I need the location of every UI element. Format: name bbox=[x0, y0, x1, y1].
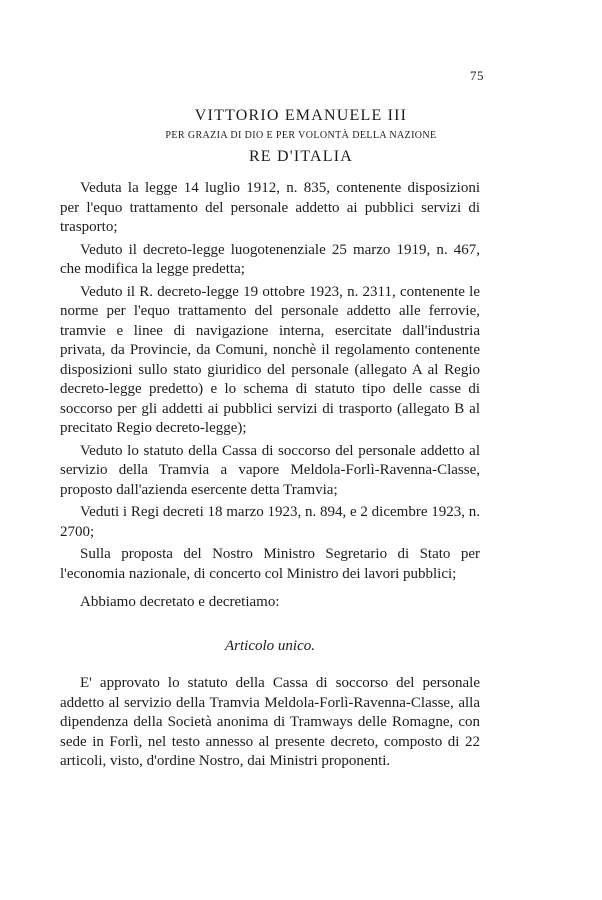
recital-paragraph: Veduto il decreto-legge luogotenenziale 25 marzo 1919, n. 467, che modifica la legge predetta; bbox=[60, 241, 480, 277]
king-realm: RE D'ITALIA bbox=[248, 148, 354, 165]
recital-paragraph: Veduto il R. decreto-legge 19 ottobre 1923, n. 2311, contenente le norme per l'equo trattamento del personale addetto alle ferrovie, tramvie e linee di navigazione interna, esercitate dall'industria privata, da Provincie, da Comuni, nonchè il regolamento contenente disposizioni sullo stato giuridico del personale (allegato A al Regio decreto-legge predetto) e lo schema di statuto tipo delle casse di soccorso per gli addetti ai pubblici servizi di trasporto (allegato B al precitato Regio decreto-legge); bbox=[60, 283, 480, 436]
recital-paragraph: Veduta la legge 14 luglio 1912, n. 835, contenente disposizioni per l'equo trattamento del personale addetto ai pubblici servizi di trasporto; bbox=[60, 180, 480, 235]
recital-paragraph: Veduto lo statuto della Cassa di soccorso del personale addetto al servizio della Tramvia a vapore Meldola-Forlì-Ravenna-Classe, proposto dall'azienda esercente detta Tramvia; bbox=[60, 442, 480, 498]
decree-body bbox=[60, 179, 480, 775]
king-name: VITTORIO EMANUELE III bbox=[194, 107, 408, 124]
article-text: E' approvato lo statuto della Cassa di soccorso del personale addetto al servizio della Tramvia Meldola-Forlì-Ravenna-Classe, alla dipendenza della Società anonima di Tramways delle Romagne, con sede in Forlì, nel testo annesso al presente decreto, composto di 22 articoli, visto, d'ordine Nostro, dai Ministri proponenti. bbox=[60, 675, 480, 769]
page-number: 75 bbox=[470, 68, 484, 83]
recital-paragraph: Sulla proposta del Nostro Ministro Segretario di Stato per l'economia nazionale, di concerto col Ministro dei lavori pubblici; bbox=[60, 546, 480, 582]
king-title-subtitle: PER GRAZIA DI DIO E PER VOLONTÀ DELLA NAZIONE bbox=[165, 130, 437, 141]
decree-heading bbox=[0, 106, 602, 167]
decree-formula: Abbiamo decretato e decretiamo: bbox=[80, 594, 280, 610]
recital-paragraph: Veduti i Regi decreti 18 marzo 1923, n. 894, e 2 dicembre 1923, n. 2700; bbox=[60, 504, 480, 540]
article-title: Articolo unico. bbox=[225, 637, 315, 654]
